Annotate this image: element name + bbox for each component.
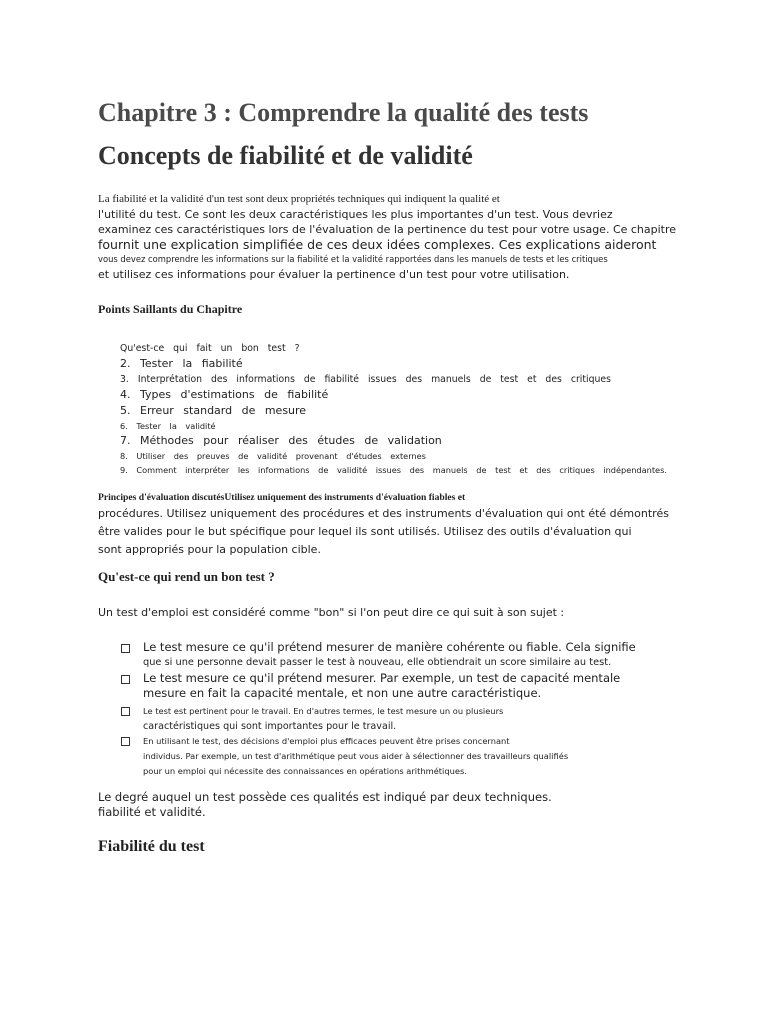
list-item: Qu'est-ce qui fait un bon test ? bbox=[120, 343, 300, 354]
checkbox-bullet-icon bbox=[121, 675, 130, 684]
chapter-title: Chapitre 3 : Comprendre la qualité des tests bbox=[98, 98, 589, 127]
list-item: 2. Tester la fiabilité bbox=[120, 357, 243, 370]
list-item: 7. Méthodes pour réaliser des études de validation bbox=[120, 434, 442, 447]
principes-heading: Principes d'évaluation discutésUtilisez uniquement des instruments d'évaluation fiables et bbox=[98, 492, 466, 503]
principes-line: sont appropriés pour la population cible. bbox=[98, 543, 321, 556]
good-test-heading: Qu'est-ce qui rend un bon test ? bbox=[98, 569, 275, 584]
section-heading: Fiabilité du test bbox=[98, 838, 205, 855]
intro-line: et utilisez ces informations pour évaluer la pertinence d'un test pour votre utilisation. bbox=[98, 268, 570, 281]
list-item: 8. Utiliser des preuves de validité provenant d'études externes bbox=[120, 451, 426, 461]
intro-line: l'utilité du test. Ce sont les deux caractéristiques les plus importantes d'un test. Vous devriez bbox=[98, 208, 613, 221]
list-item: 5. Erreur standard de mesure bbox=[120, 404, 307, 417]
degre-line: Le degré auquel un test possède ces qualités est indiqué par deux techniques. bbox=[98, 790, 552, 804]
principes-paragraph bbox=[98, 491, 669, 559]
list-item: Le test mesure ce qu'il prétend mesurer. Par exemple, un test de capacité mentale mesure en fait la capacité mentale, et non une autre caractéristique. bbox=[121, 671, 636, 701]
page-subtitle: Concepts de fiabilité et de validité bbox=[98, 141, 473, 170]
chapter-points-list bbox=[120, 341, 667, 477]
points-heading: Points Saillants du Chapitre bbox=[98, 302, 243, 316]
intro-line: La fiabilité et la validité d'un test sont deux propriétés techniques qui indiquent la qualité et bbox=[98, 193, 500, 205]
intro-line: fournit une explication simplifiée de ces deux idées complexes. Ces explications aideront bbox=[98, 237, 657, 252]
list-item: Le test mesure ce qu'il prétend mesurer de manière cohérente ou fiable. Cela signifie que si une personne devait passer le test à nouveau, elle obtiendrait un score similaire au test. bbox=[121, 640, 636, 670]
principes-line: être valides pour le but spécifique pour lequel ils sont utilisés. Utilisez des outils d'évaluation qui bbox=[98, 525, 632, 538]
list-item: 3. Interprétation des informations de fiabilité issues des manuels de test et des critiques bbox=[120, 374, 611, 385]
intro-paragraph bbox=[98, 192, 676, 283]
list-item: 9. Comment interpréter les informations de validité issues des manuels de test et des critiques indépendantes. bbox=[120, 465, 667, 475]
checkbox-bullet-icon bbox=[121, 737, 130, 746]
list-item: Le test est pertinent pour le travail. En d'autres termes, le test mesure un ou plusieurs caractéristiques qui sont importantes pour le travail. bbox=[121, 704, 636, 734]
good-test-lead: Un test d'emploi est considéré comme "bon" si l'on peut dire ce qui suit à son sujet : bbox=[98, 606, 565, 619]
degre-line: fiabilité et validité. bbox=[98, 805, 206, 819]
good-test-bullets bbox=[121, 640, 636, 779]
checkbox-bullet-icon bbox=[121, 707, 130, 716]
degre-paragraph bbox=[98, 790, 552, 820]
intro-line: vous devez comprendre les informations sur la fiabilité et la validité rapportées dans les manuels de tests et les critiques bbox=[98, 254, 608, 264]
intro-line: examinez ces caractéristiques lors de l'évaluation de la pertinence du test pour votre usage. Ce chapitre bbox=[98, 223, 677, 236]
list-item: 4. Types d'estimations de fiabilité bbox=[120, 388, 329, 401]
list-item: En utilisant le test, des décisions d'emploi plus efficaces peuvent être prises concernant individus. Par exemple, un test d'arithmétique peut vous aider à sélectionner des travailleurs qualifiés pour un emploi qui nécessite des connaissances en opérations arithmétiques. bbox=[121, 734, 636, 779]
checkbox-bullet-icon bbox=[121, 644, 130, 653]
list-item: 6. Tester la validité bbox=[120, 421, 216, 431]
principes-line: procédures. Utilisez uniquement des procédures et des instruments d'évaluation qui ont été démontrés bbox=[98, 507, 669, 520]
